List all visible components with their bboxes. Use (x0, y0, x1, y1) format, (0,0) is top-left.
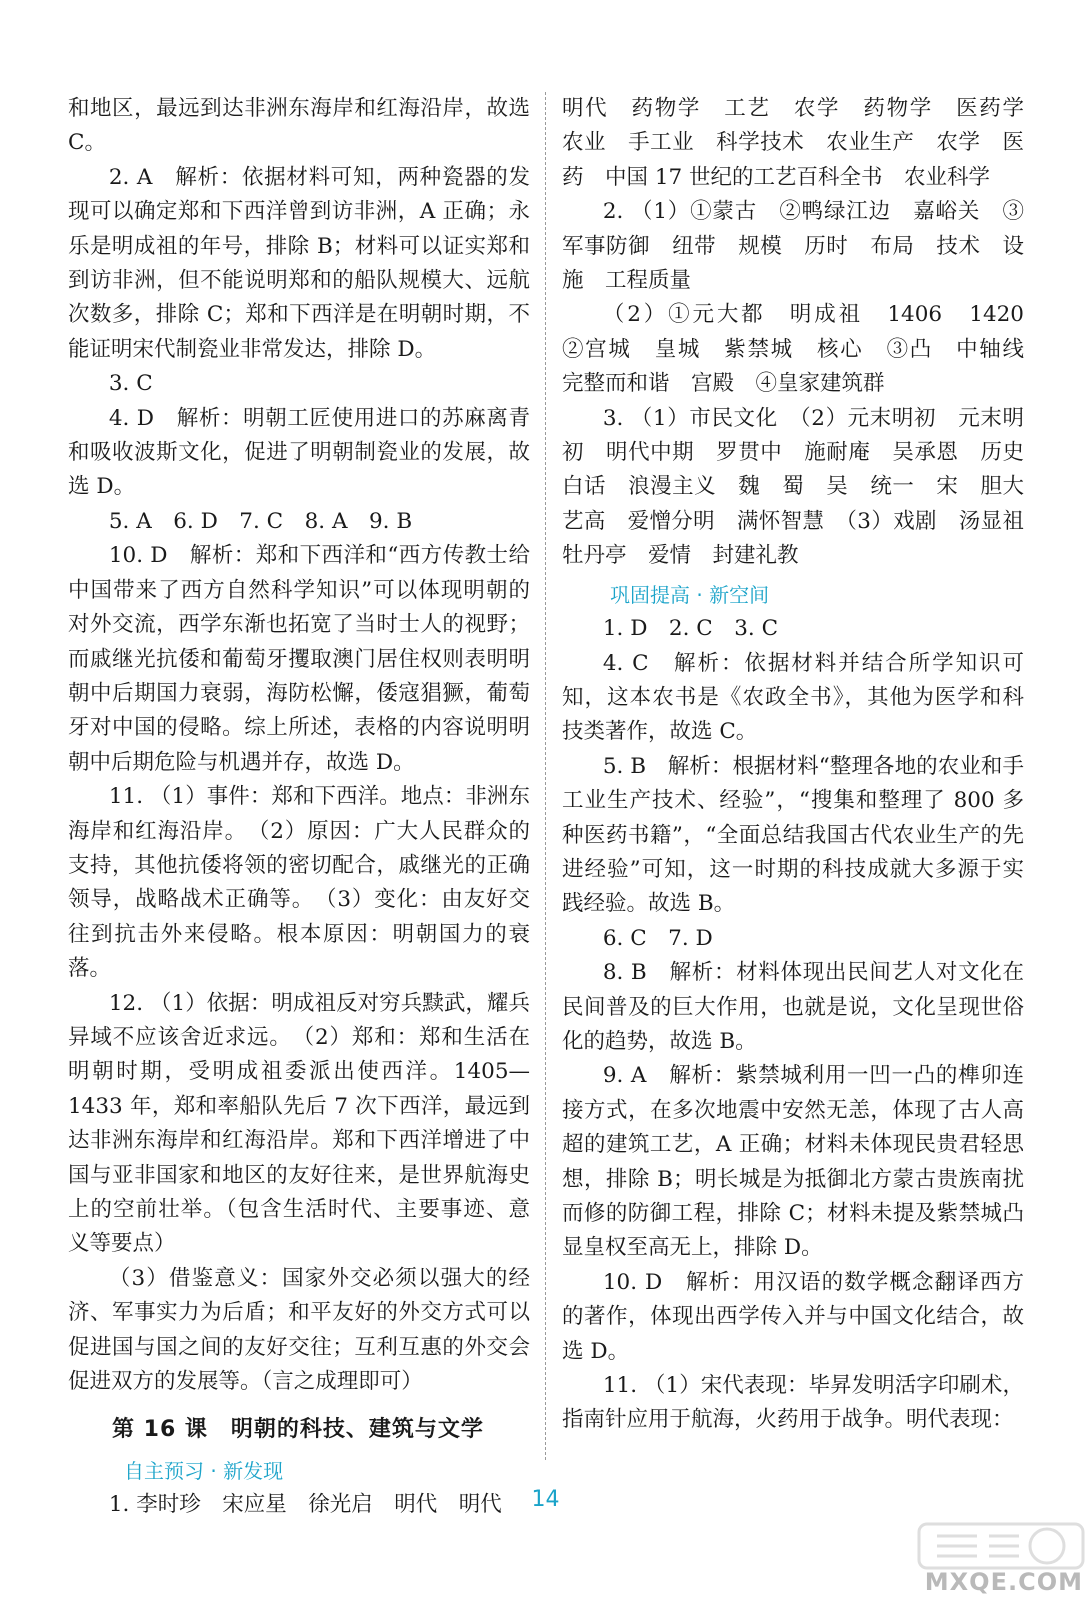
answer-paragraph: 11. （1）事件：郑和下西洋。地点：非洲东海岸和红海沿岸。 （2）原因：广大人民群众的支持，其他抗倭将领的密切配合，戚继光的正确领导，战略战术正确等。 （3）变化：由友好交往到抗击外来侵略。根本原因：明朝国力的衰落。 (68, 784, 530, 982)
column-divider (545, 92, 546, 1460)
lesson-title: 第 16 课 明朝的科技、建筑与文学 (112, 1417, 484, 1443)
answer-paragraph: 8. B 解析：材料体现出民间艺人对文化在民间普及的巨大作用，也就是说，文化呈现世俗化的趋势，故选 B。 (562, 960, 1024, 1054)
answer-paragraph: 1. 李时珍 宋应星 徐光启 明代 明代 (108, 1492, 502, 1518)
answer-paragraph: （2）①元大都 明成祖 1406 1420 ②宫城 皇城 紫禁城 核心 ③凸 中轴线 完整而和谐 宫殿 ④皇家建筑群 (562, 302, 1046, 397)
answer-paragraph: 10. D 解析：用汉语的数学概念翻译西方的著作，体现出西学传入并与中国文化结合，故选 D。 (562, 1269, 1024, 1364)
answer-paragraph: 10. D 解析：郑和下西洋和“西方传教士给中国带来了西方自然科学知识”可以体现明朝的对外交流，西学东渐也拓宽了当时士人的视野；而戚继光抗倭和葡萄牙攫取澳门居住权则表明明朝中后期国力衰弱，海防松懈，倭寇猖獗，葡萄牙对中国的侵略。综上所述，表格的内容说明明朝中后期危险与机遇并存，故选 D。 (68, 543, 530, 775)
answer-paragraph: 4. C 解析：依据材料并结合所学知识可知，这本农书是《农政全书》，其他为医学和科技类著作，故选 C。 (562, 650, 1024, 745)
answer-paragraph: 9. A 解析：紫禁城利用一凹一凸的榫卯连接方式，在多次地震中安然无恙，体现了古人高超的建筑工艺，A 正确；材料未体现民贵君轻思想，排除 B；明长城是为抵御北方蒙古贵族南扰而修的防御工程，排除 C；材料未提及紫禁城凸显皇权至高无上，排除 D。 (562, 1063, 1024, 1261)
watermark-text: MXQE.COM (924, 1568, 1083, 1596)
answer-paragraph: 12. （1）依据：明成祖反对穷兵黩武，耀兵异域不应该舍近求远。 （2）郑和：郑和生活在明朝时期，受明成祖委派出使西洋。1405—1433 年，郑和率船队先后 7 次下西洋，最远到达非洲东海岸和红海沿岸。郑和下西洋增进了中国与亚非国家和地区的友好往来，是世界航海史上的空前壮举。（包含生活时代、主要事迹、意义等要点） (68, 990, 530, 1257)
answer-paragraph: 5. A 6. D 7. C 8. A 9. B (108, 508, 413, 534)
section-heading: 自主预习 · 新发现 (124, 1458, 284, 1483)
answer-paragraph: 3. （1）市民文化 （2）元末明初 元末明初 明代中期 罗贯中 施耐庵 吴承恩 历史 白话 浪漫主义 魏 蜀 吴 统一 宋 胆大艺高 爱憎分明 满怀智慧 （3）戏剧 汤显祖 牡丹亭 爱情 封建礼教 (562, 405, 1046, 569)
answer-paragraph: 和地区，最远到达非洲东海岸和红海沿岸，故选 C。 (68, 96, 530, 156)
section-heading: 巩固提高 · 新空间 (610, 582, 770, 607)
page-number: 14 (531, 1487, 560, 1512)
answer-paragraph: （3）借鉴意义：国家外交必须以强大的经济、军事实力为后盾；和平友好的外交方式可以促进国与国之间的友好交往；互利互惠的外交会促进双方的发展等。（言之成理即可） (68, 1265, 530, 1395)
answer-paragraph: 3. C (108, 371, 153, 397)
answer-paragraph: 明代 药物学 工艺 农学 药物学 医药学 农业 手工业 科学技术 农业生产 农学 医药 中国 17 世纪的工艺百科全书 农业科学 (562, 96, 1046, 190)
left-column (68, 92, 530, 1523)
answer-paragraph: 11. （1）宋代表现：毕昇发明活字印刷术，指南针应用于航海，火药用于战争。明代表现： (562, 1373, 1024, 1433)
answer-paragraph: 6. C 7. D (602, 925, 713, 951)
answer-paragraph: 5. B 解析：根据材料“整理各地的农业和手工业生产技术、经验”，“搜集和整理了 800 多种医药书籍”，“全面总结我国古代农业生产的先进经验”可知，这一时期的科技成就大多源于实践经验。故选 B。 (562, 753, 1024, 917)
answer-paragraph: 4. D 解析：明朝工匠使用进口的苏麻离青和吸收波斯文化，促进了明朝制瓷业的发展，故选 D。 (68, 405, 530, 500)
right-column (562, 92, 1046, 1438)
answer-paragraph: 2. （1）①蒙古 ②鸭绿江边 嘉峪关 ③军事防御 纽带 规模 历时 布局 技术 设施 工程质量 (562, 199, 1024, 294)
answer-paragraph: 1. D 2. C 3. C (602, 616, 779, 642)
answer-paragraph: 2. A 解析：依据材料可知，两种瓷器的发现可以确定郑和下西洋曾到访非洲，A 正确；永乐是明成祖的年号，排除 B；材料可以证实郑和到访非洲，但不能说明郑和的船队规模大、远航次数多，排除 C；郑和下西洋是在明朝时期，不能证明宋代制瓷业非常发达，排除 D。 (68, 164, 530, 362)
